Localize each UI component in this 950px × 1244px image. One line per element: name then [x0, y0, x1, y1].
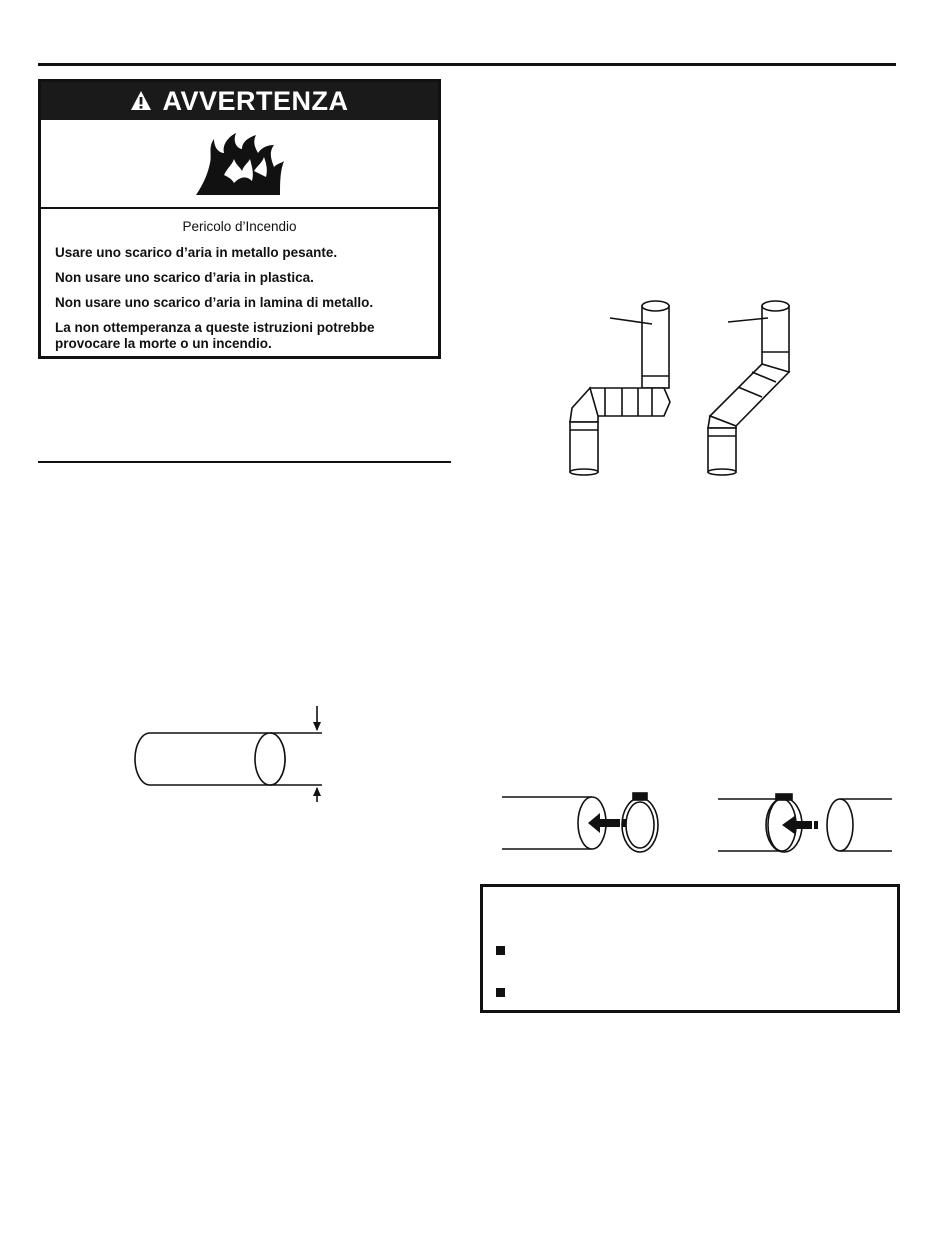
- warning-text: [41, 209, 438, 353]
- warning-box: [38, 79, 441, 359]
- bullet-marker: [496, 988, 505, 997]
- warning-line: La non ottemperanza a queste istruzioni potrebbe provocare la morte o un incendio.: [55, 319, 375, 352]
- vent-clamp-figure: [500, 785, 900, 865]
- top-rule: [38, 63, 896, 66]
- warning-line: Non usare uno scarico d’aria in lamina di metallo.: [55, 294, 374, 310]
- warning-heading: Pericolo d’Incendio: [182, 219, 297, 234]
- warning-header: [41, 82, 438, 120]
- fire-hazard-icon: [194, 131, 286, 197]
- vent-elbows-figure: [550, 292, 810, 482]
- warning-line: Usare uno scarico d’aria in metallo pesante.: [55, 244, 338, 260]
- warning-title: AVVERTENZA: [162, 85, 349, 116]
- flame-area: [41, 120, 438, 209]
- warning-line: Non usare uno scarico d’aria in plastica.: [55, 269, 314, 285]
- note-box: [480, 884, 900, 1013]
- duct-diameter-figure: [130, 700, 330, 810]
- warning-triangle-icon: [130, 90, 152, 112]
- section-rule: [38, 461, 451, 463]
- bullet-marker: [496, 946, 505, 955]
